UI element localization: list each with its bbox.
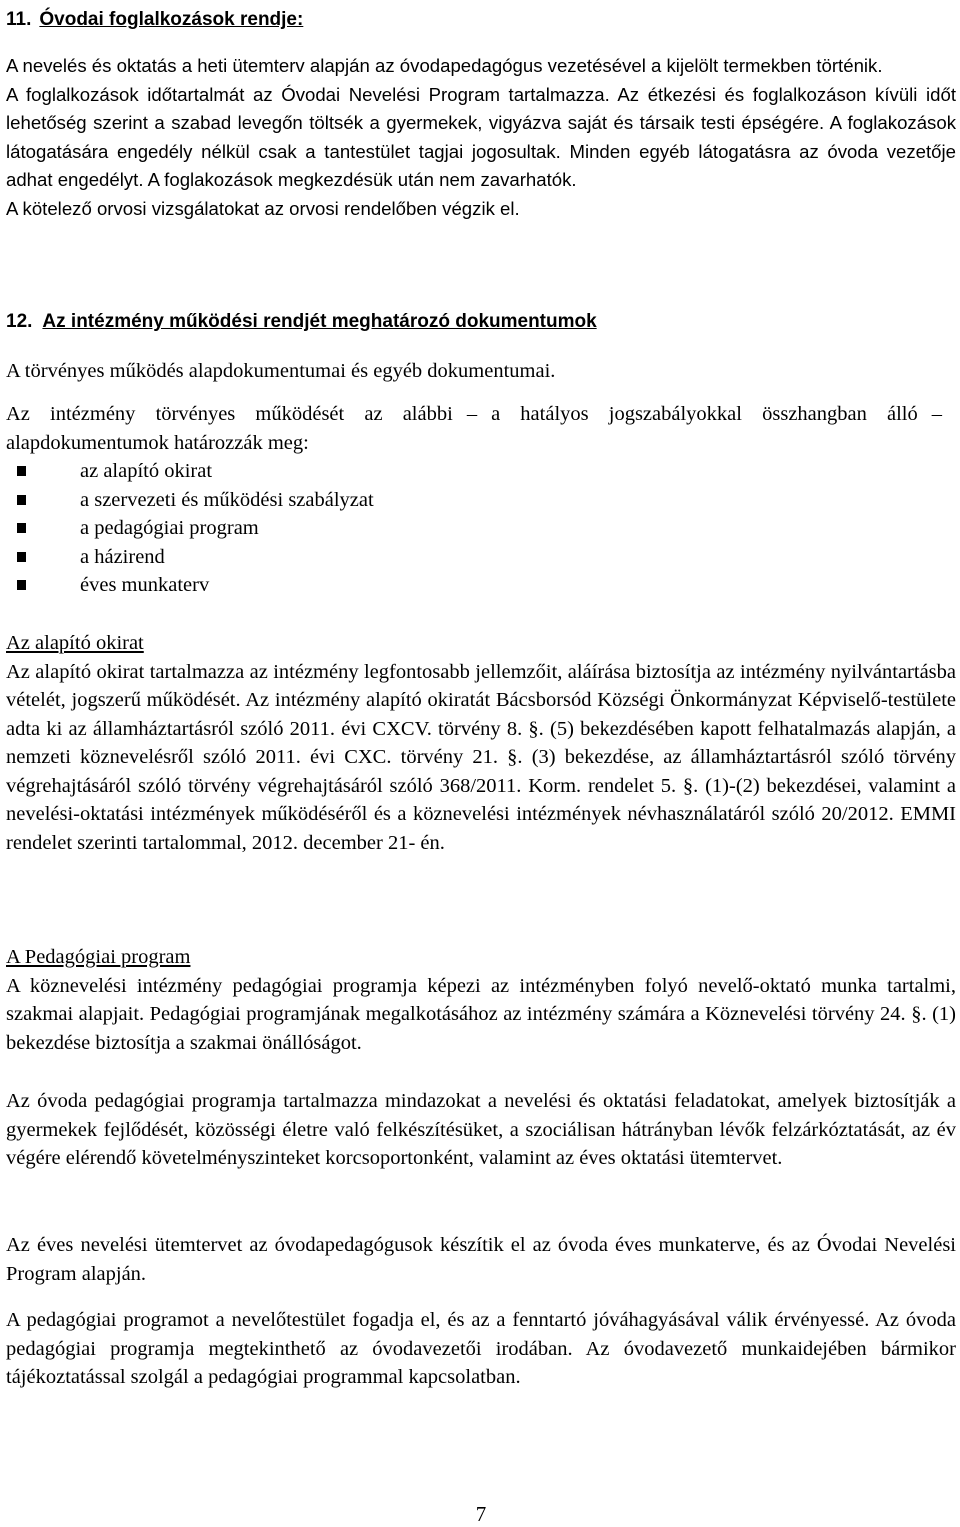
lead-line [6,400,956,429]
alapito-section [6,629,956,857]
bullet-square-icon [17,466,26,476]
section-12-title: Az intézmény működési rendjét meghatározó dokumentumok [42,311,597,332]
section-11-title: Óvodai foglalkozások rendje: [39,9,304,30]
bullet-square-icon [17,552,26,562]
section-11-number: 11. [6,9,32,30]
pedagogiai-paragraph-4: A pedagógiai programot a nevelőtestület fogadja el, és az a fenntartó jóváhagyásával válik érvényessé. Az óvoda pedagógiai programja megtekinthető az óvodavezetői irodában. Az óvodavezető munkaidejében bármikor tájékoztatással szolgál a pedagógiai programmal kapcsolatban. [6,1309,956,1388]
pedagogiai-paragraph-3: Az éves nevelési ütemtervet az óvodapedagógusok készítik el az óvoda éves munkaterve, és az Óvodai Nevelési Program alapján. [6,1234,956,1285]
list-item-text: a házirend [80,545,165,568]
page-number: 7 [475,1502,487,1526]
list-item-text: a szervezeti és működési szabályzat [80,488,374,511]
section-11-paragraph: A kötelező orvosi vizsgálatokat az orvosi rendelőben végzik el. [6,197,520,219]
section-12-intro: A törvényes működés alapdokumentumai és egyéb dokumentumai. [6,360,556,382]
section-11-paragraph: A foglalkozások időtartalmát az Óvodai Nevelési Program tartalmazza. Az étkezési és foglalkozáson kívüli időt lehetőség szerint a szabad levegőn töltsék a gyermekek, vigyázva saját és társaik testi épségére. A foglakozások látogatására engedély nélkül csak a tantestület tagjai jogosultak. Minden egyéb látogatásra az óvoda vezetője adhat engedélyt. A foglakozások megkezdésük után nem zavarhatók. [6,83,956,190]
bullet-square-icon [17,580,26,590]
bullet-square-icon [17,523,26,533]
pedagogiai-heading: A Pedagógiai program [6,946,191,968]
pedagogiai-paragraph-1: A köznevelési intézmény pedagógiai programja képezi az intézményben folyó nevelő-oktató munka tartalmi, szakmai alapjait. Pedagógiai programjának megalkotásához az intézmény számára a Köznevelési törvény 24. §. (1) bekezdése biztosítja a szakmai önállóságot. [6,974,956,1054]
list-item [6,457,956,486]
alapito-heading: Az alapító okirat [6,632,144,654]
lead-dash: – [466,403,478,425]
lead-part-1: Az intézmény törvényes működését az alábbi [6,403,453,425]
list-item-text: az alapító okirat [80,460,213,482]
list-item [6,543,956,572]
section-12-heading [6,308,597,336]
lead-part-3: alapdokumentumok határozzák meg: [6,431,309,454]
list-item-text: a pedagógiai program [80,517,259,539]
bullet-square-icon [17,495,26,505]
pedagogiai-paragraph-2: Az óvoda pedagógiai programja tartalmazza mindazokat a nevelési és oktatási feladatokat, amelyek biztosítják a gyermekek fejlődését, közösségi életre való felkészítésüket, a szociálisan hátrányban lévők felzárkóztatását, az év végére elérendő követelményszinteket korcsoportonként, valamint az éves oktatási ütemtervet. [6,1090,956,1169]
list-item [6,514,956,543]
pedagogiai-section [6,943,956,1057]
list-item [6,486,956,515]
lead-dash: – [931,403,942,425]
section-12-number: 12. [6,311,33,332]
list-item [6,571,956,600]
lead-part-2: a hatályos jogszabályokkal összhangban álló [491,403,918,425]
document-list [6,457,956,600]
list-item-text: éves munkaterv [80,574,210,596]
section-11-heading [6,6,303,34]
section-11-paragraph: A nevelés és oktatás a heti ütemterv alapján az óvodapedagógus vezetésével a kijelölt termekben történik. [6,55,883,76]
section-12-lead [6,400,956,600]
alapito-text: Az alapító okirat tartalmazza az intézmény legfontosabb jellemzőit, aláírása biztosítja az intézmény nyilvántartásba vételét, jogszerű működését. Az intézmény alapító okiratát Bácsborsód Községi Önkormányzat Képviselő-testülete adta ki az államháztartásról szóló 2011. évi CXCV. törvény 8. §. (5) bekezdésében kapott felhatalmazás alapján, a nemzeti köznevelésről szóló 2011. évi CXC. törvény 21. §. (3) bekezdése, az államháztartásról szóló törvény végrehajtásáról szóló törvény végrehajtásáról szóló 368/2011. Korm. rendelet 5. §. (1)-(2) bekezdései, valamint a nevelési-oktatási intézmények működéséről és a köznevelési intézmények névhasználatáról szóló 20/2012. EMMI rendelet szerinti tartalommal, 2012. december 21- én. [6,660,956,854]
section-11-body [6,52,956,223]
